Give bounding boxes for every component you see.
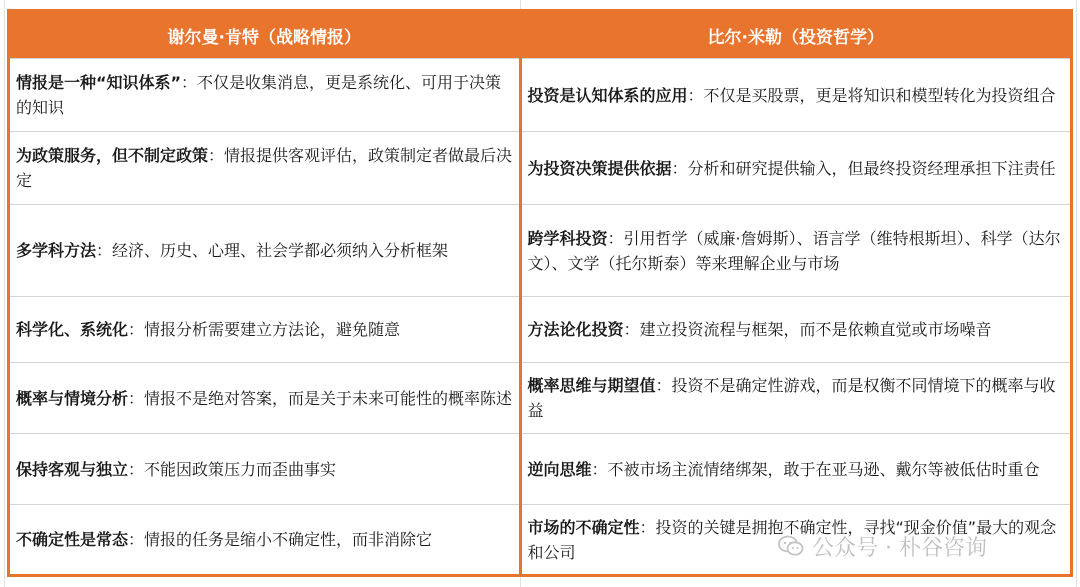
comparison-table-frame <box>7 9 1073 577</box>
table-cell-miller <box>520 297 1070 363</box>
comparison-table <box>10 12 1070 574</box>
cell-key-term: 保持客观与独立 <box>16 459 129 479</box>
table-row <box>10 205 1070 297</box>
table-cell-kent <box>10 59 520 132</box>
table-cell-kent <box>10 297 520 363</box>
cell-key-term: 为政策服务，但不制定政策 <box>16 146 209 165</box>
cell-key-term: 逆向思维 <box>527 459 592 479</box>
table-row <box>10 363 1070 434</box>
table-cell-miller <box>520 132 1070 205</box>
table-row <box>10 297 1070 363</box>
cell-description: ：情报的任务是缩小不确定性，而非消除它 <box>128 530 433 549</box>
watermark-text: 公众号 · 朴谷咨询 <box>812 535 987 561</box>
table-row <box>10 132 1070 205</box>
cell-key-term: 概率与情境分析 <box>16 388 129 408</box>
header-kent: 谢尔曼·肯特（战略情报） <box>10 12 520 59</box>
cell-description: ：投资的关键是拥抱不确定性，寻找“现金价值”最大的观念和公司 <box>527 517 1057 562</box>
cell-description: ：经济、历史、心理、社会学都必须纳入分析框架 <box>96 241 449 260</box>
table-cell-kent <box>10 205 520 297</box>
cell-key-term: 情报是一种“知识体系” <box>16 73 182 92</box>
cell-description: ：不能因政策压力而歪曲事实 <box>128 459 337 479</box>
cell-key-term: 方法论化投资 <box>527 320 624 339</box>
table-header-row <box>10 12 1070 59</box>
cell-description: ：不仅是收集消息，更是系统化、可用于决策的知识 <box>16 73 502 117</box>
table-row <box>10 434 1070 505</box>
sheet-gridline <box>4 0 5 587</box>
cell-description: ：建立投资流程与框架，而不是依赖直觉或市场噪音 <box>623 320 992 339</box>
cell-description: ：情报分析需要建立方法论，避免随意 <box>128 320 401 339</box>
cell-key-term: 跨学科投资 <box>527 228 608 248</box>
table-cell-miller <box>520 505 1070 575</box>
table-row <box>10 505 1070 575</box>
table-cell-kent <box>10 363 520 434</box>
cell-key-term: 市场的不确定性 <box>527 517 640 537</box>
cell-key-term: 为投资决策提供依据 <box>527 158 672 178</box>
cell-description: ：引用哲学（威廉·詹姆斯）、语言学（维特根斯坦）、科学（达尔文）、文学（托尔斯泰）等来理解企业与市场 <box>527 228 1061 273</box>
cell-description: ：不被市场主流情绪绑架，敢于在亚马逊、戴尔等被低估时重仓 <box>591 459 1040 479</box>
cell-key-term: 投资是认知体系的应用 <box>527 85 688 105</box>
table-row <box>10 59 1070 132</box>
table-cell-miller <box>520 205 1070 297</box>
cell-description: ：不仅是买股票，更是将知识和模型转化为投资组合 <box>687 85 1056 105</box>
cell-key-term: 科学化、系统化 <box>16 320 129 339</box>
cell-description: ：情报提供客观评估，政策制定者做最后决定 <box>16 146 513 190</box>
cell-description: ：投资不是确定性游戏，而是权衡不同情境下的概率与收益 <box>527 376 1056 420</box>
header-miller: 比尔·米勒（投资哲学） <box>520 12 1070 59</box>
table-cell-miller <box>520 434 1070 505</box>
cell-description: ：分析和研究提供输入，但最终投资经理承担下注责任 <box>671 158 1056 178</box>
table-cell-miller <box>520 363 1070 434</box>
sheet-gridline <box>1076 0 1077 587</box>
cell-key-term: 概率思维与期望值 <box>527 376 656 395</box>
table-cell-miller <box>520 59 1070 132</box>
cell-key-term: 多学科方法 <box>16 241 97 260</box>
table-cell-kent <box>10 434 520 505</box>
cell-description: ：情报不是绝对答案，而是关于未来可能性的概率陈述 <box>128 388 513 408</box>
table-cell-kent <box>10 505 520 575</box>
cell-key-term: 不确定性是常态 <box>16 530 129 549</box>
table-cell-kent <box>10 132 520 205</box>
